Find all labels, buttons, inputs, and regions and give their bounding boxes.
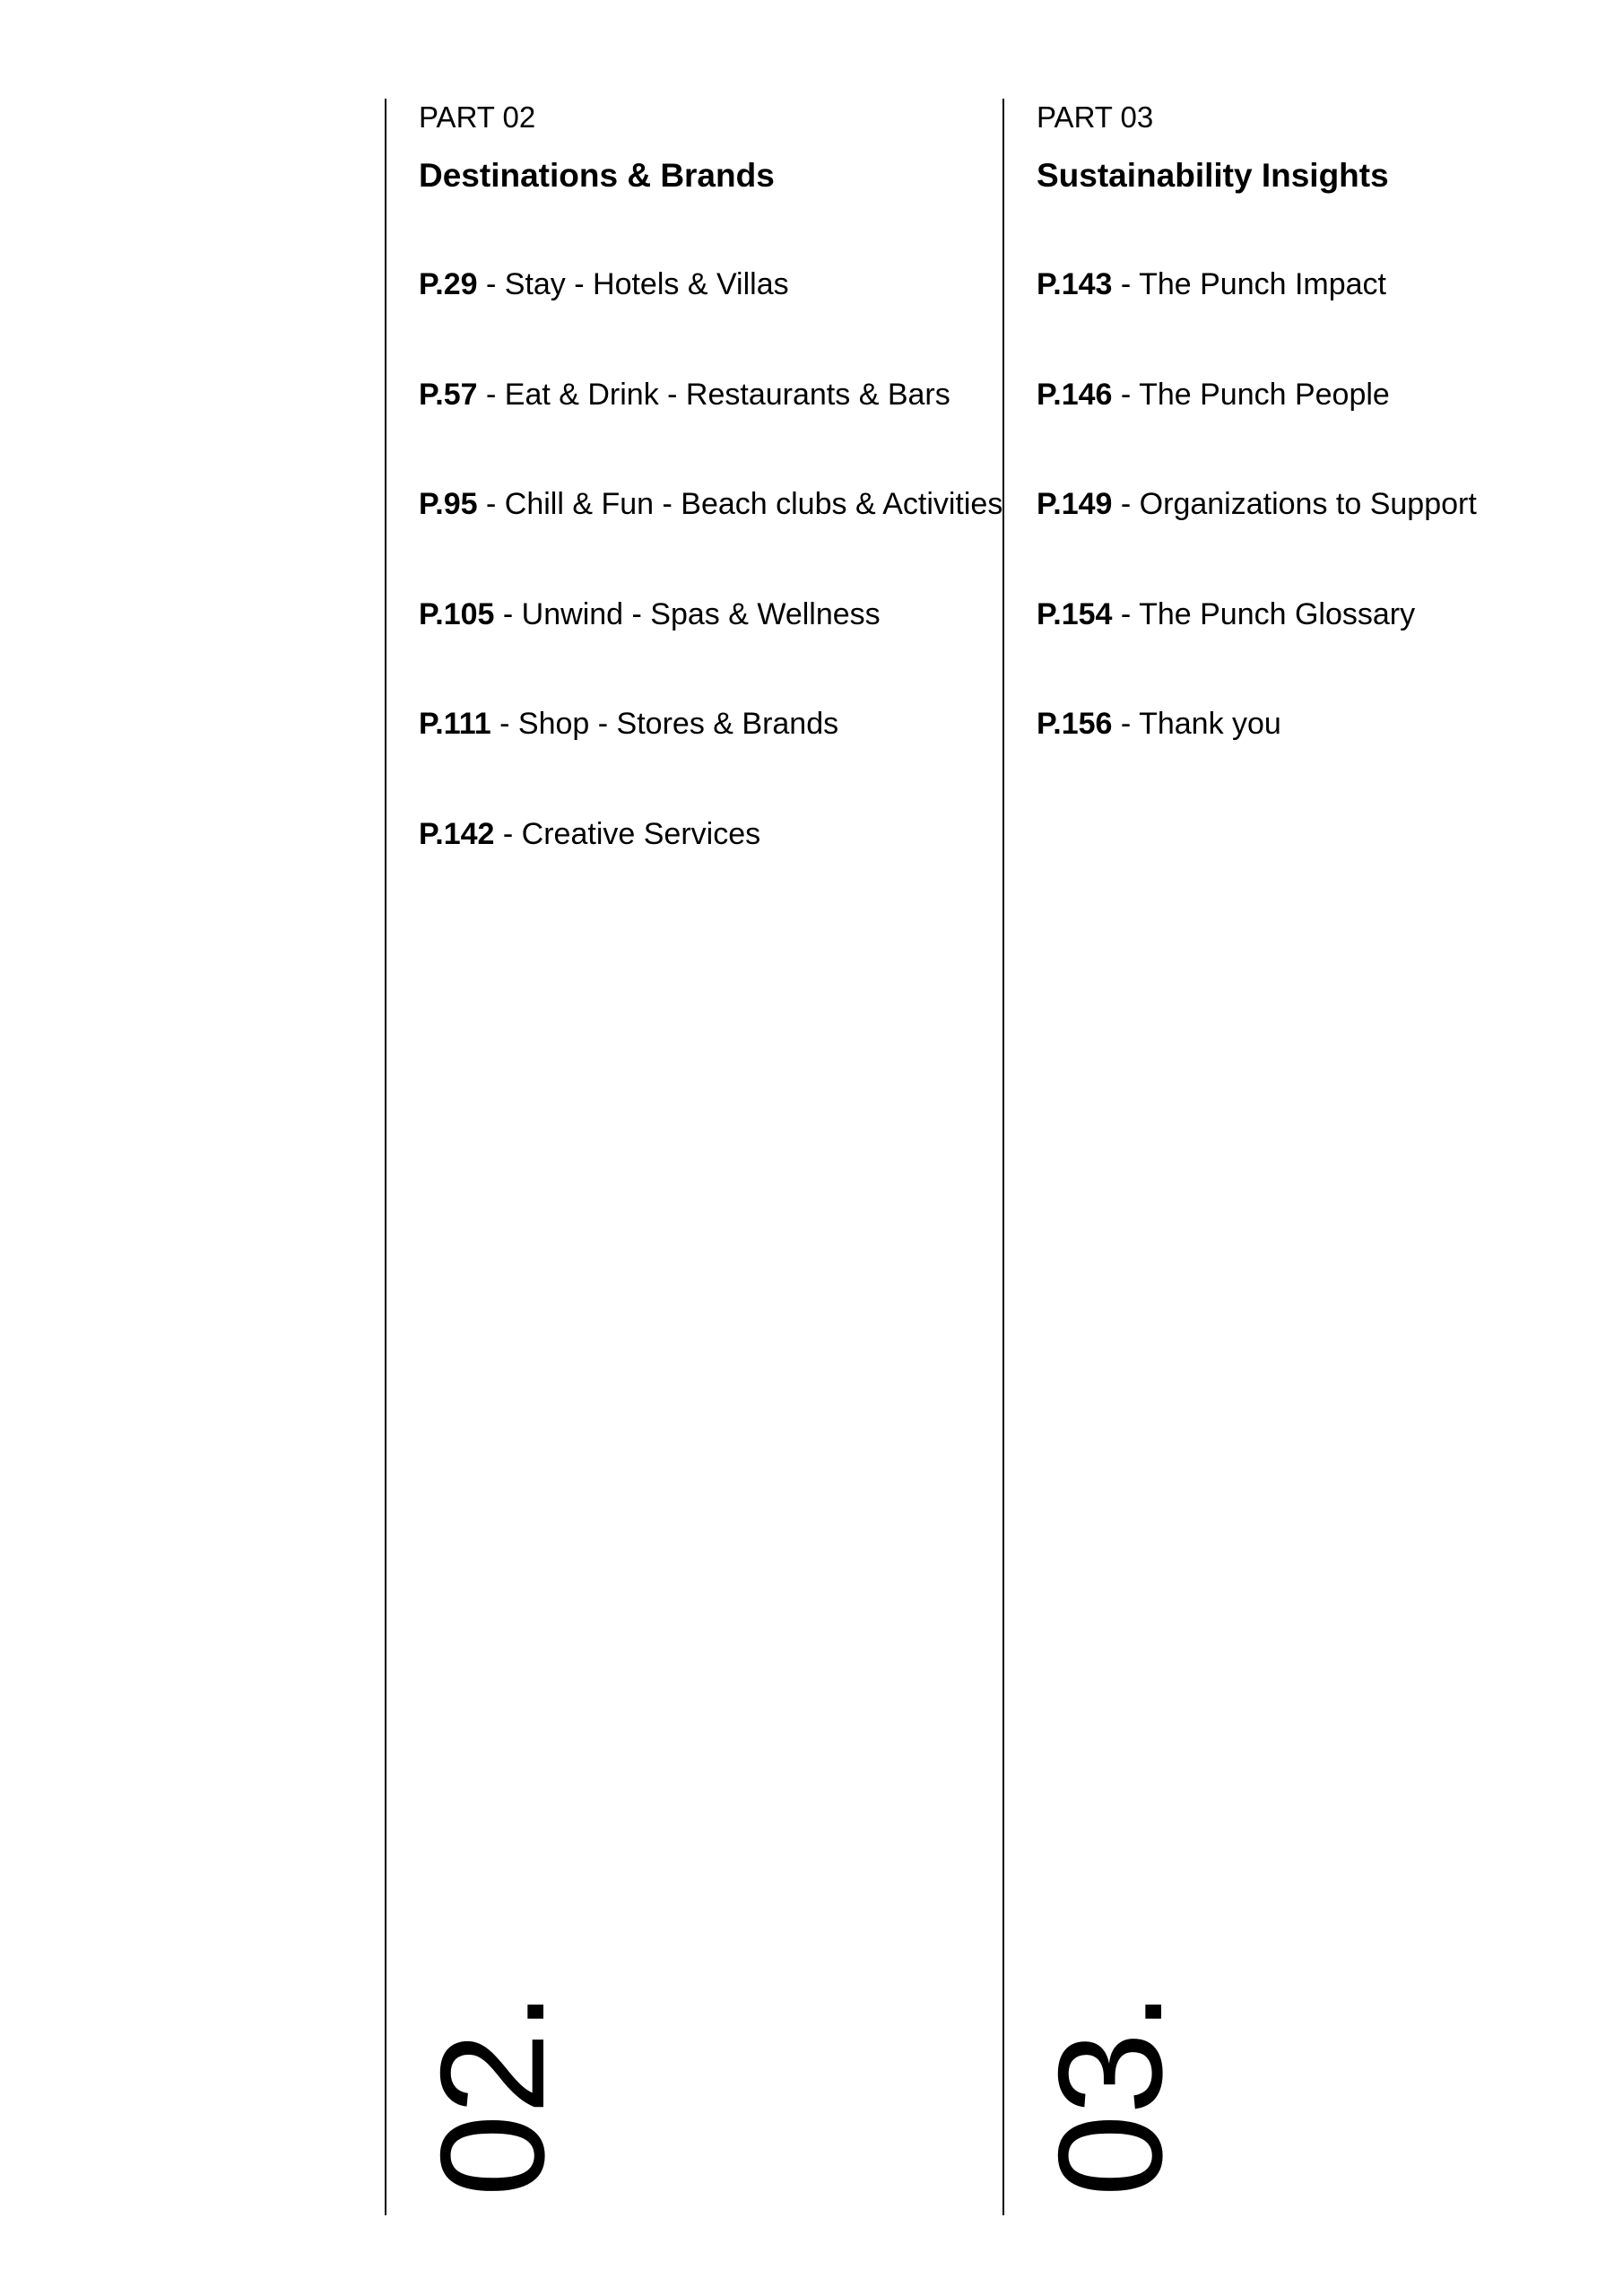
- toc-entry[interactable]: [1037, 597, 1477, 708]
- part-03-column: [1002, 99, 1621, 2215]
- entry-title: - Shop - Stores & Brands: [490, 707, 839, 741]
- entry-title: - Thank you: [1112, 707, 1281, 741]
- part-number: 02.: [410, 1991, 575, 2197]
- toc-entry[interactable]: [1037, 378, 1477, 488]
- entry-title: - Creative Services: [494, 816, 761, 851]
- part-label: PART 02: [419, 100, 536, 134]
- part-title: Sustainability Insights: [1037, 157, 1389, 194]
- page-ref: P.154: [1037, 596, 1113, 631]
- page-ref: P.57: [419, 377, 478, 412]
- page-ref: P.111: [419, 707, 491, 741]
- toc-entry[interactable]: [1037, 487, 1477, 597]
- entry-title: - The Punch Impact: [1112, 267, 1386, 301]
- part-label: PART 03: [1037, 100, 1154, 134]
- toc-entry[interactable]: [419, 817, 1002, 927]
- entry-title: - Organizations to Support: [1112, 487, 1477, 521]
- toc-entry[interactable]: [419, 597, 1002, 708]
- page-ref: P.146: [1037, 377, 1113, 412]
- toc-entry[interactable]: [1037, 707, 1477, 817]
- page-ref: P.156: [1037, 707, 1113, 741]
- toc-entry[interactable]: [419, 267, 1002, 378]
- toc-entry[interactable]: [419, 707, 1002, 817]
- page-ref: P.105: [419, 596, 495, 631]
- page-ref: P.95: [419, 487, 478, 521]
- entry-title: - Chill & Fun - Beach clubs & Activities: [477, 487, 1003, 521]
- toc-entry[interactable]: [419, 378, 1002, 488]
- part-number: 03.: [1028, 1991, 1193, 2197]
- page-ref: P.29: [419, 267, 478, 301]
- toc-list: [419, 267, 1002, 926]
- toc-list: [1037, 267, 1477, 817]
- page-ref: P.142: [419, 816, 495, 851]
- entry-title: - The Punch People: [1112, 377, 1390, 412]
- page-ref: P.149: [1037, 487, 1113, 521]
- part-title: Destinations & Brands: [419, 157, 775, 194]
- entry-title: - Stay - Hotels & Villas: [477, 267, 789, 301]
- toc-entry[interactable]: [1037, 267, 1477, 378]
- part-02-column: [385, 99, 1003, 2215]
- toc-entry[interactable]: [419, 487, 1002, 597]
- entry-title: - Unwind - Spas & Wellness: [494, 596, 881, 631]
- entry-title: - The Punch Glossary: [1112, 596, 1416, 631]
- entry-title: - Eat & Drink - Restaurants & Bars: [477, 377, 950, 412]
- page-ref: P.143: [1037, 267, 1113, 301]
